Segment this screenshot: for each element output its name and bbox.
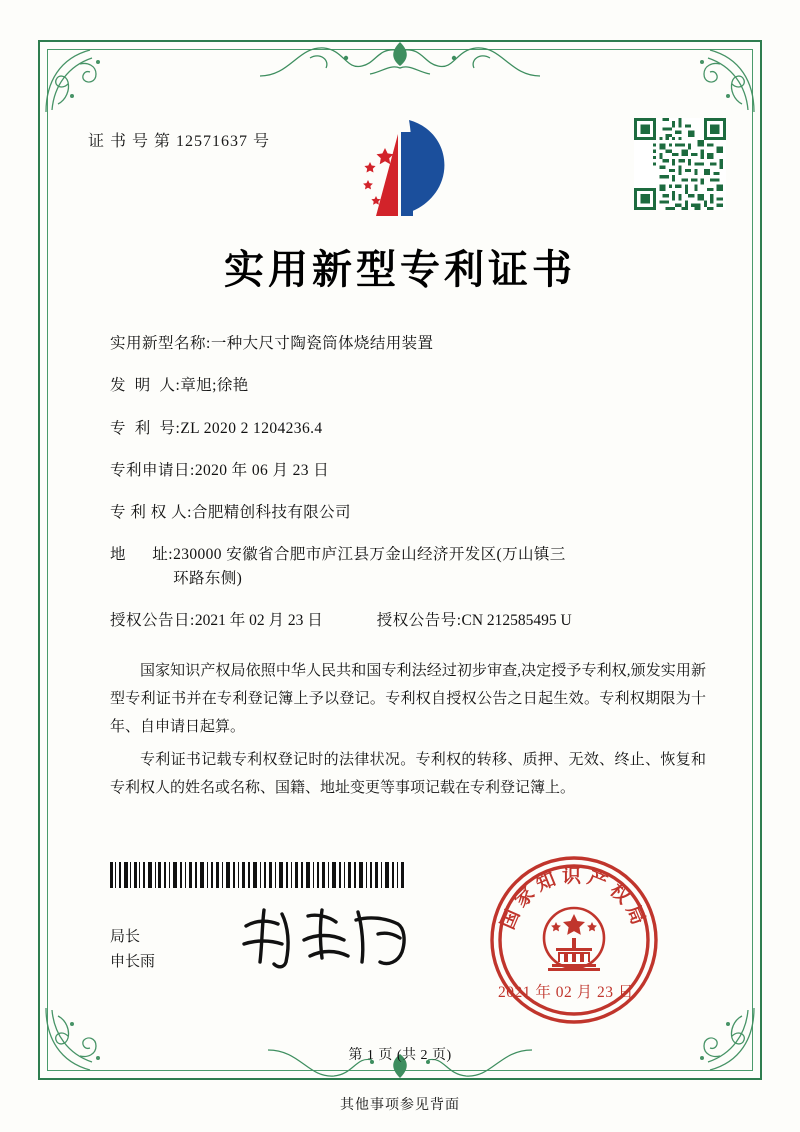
corner-ornament-bottom-right-icon (686, 1004, 760, 1078)
field-value: 2020 年 06 月 23 日 (194, 461, 330, 479)
field-label: 专 利 号: (110, 419, 181, 437)
footer-note: 其他事项参见背面 (340, 1098, 460, 1113)
field-inventor (110, 374, 710, 397)
signature-labels (110, 925, 155, 975)
corner-ornament-top-left-icon (40, 42, 114, 116)
grant-date-label: 授权公告日: (110, 611, 195, 629)
grant-publication-number-value: CN 212585495 U (461, 611, 572, 629)
svg-text:国家知识产权局: 国家知识产权局 (496, 865, 652, 933)
field-utility-model-name (110, 332, 710, 355)
field-value: ZL 2020 2 1204236.4 (180, 419, 323, 437)
corner-ornament-top-right-icon (686, 42, 760, 116)
field-list (110, 332, 710, 632)
qr-code-icon (634, 118, 726, 210)
page-indicator: 第 1 页 (共 2 页) (348, 1048, 452, 1063)
field-label: 专 利 权 人: (110, 504, 192, 521)
field-value: 一种大尺寸陶瓷筒体烧结用装置 (210, 335, 434, 352)
field-patentee (110, 501, 710, 524)
handwritten-signature-icon (238, 900, 418, 976)
paragraph-1: 国家知识产权局依照中华人民共和国专利法经过初步审查,决定授予专利权,颁发实用新型专利证书并在专利登记簿上予以登记。专利权自授权公告之日起生效。专利权期限为十年、自申请日起算。 (110, 663, 706, 735)
director-name-label: 申长雨 (110, 953, 156, 970)
certificate-number: 证 书 号 第 12571637 号 (88, 133, 271, 150)
field-label: 专利申请日: (110, 461, 195, 479)
field-value-line1: 230000 安徽省合肥市庐江县万金山经济开发区(万山镇三 (173, 546, 566, 564)
paragraph-2: 专利证书记载专利权登记时的法律状况。专利权的转移、质押、无效、终止、恢复和专利权人的姓名或名称、国籍、地址变更等事项记载在专利登记簿上。 (110, 752, 706, 796)
field-patent-number (110, 417, 710, 440)
field-address (110, 543, 710, 590)
corner-ornament-bottom-left-icon (40, 1004, 114, 1078)
field-label: 发 明 人: (110, 377, 181, 395)
field-grant-row (110, 609, 710, 632)
legal-text (110, 658, 706, 809)
director-role-label: 局长 (110, 929, 141, 945)
grant-publication-number-label: 授权公告号: (376, 611, 462, 629)
field-application-date (110, 459, 710, 482)
top-ornament-icon (250, 36, 550, 82)
field-label: 地 址: (110, 546, 174, 564)
seal-date: 2021 年 02 月 23 日 (498, 984, 634, 1001)
field-value: 章旭;徐艳 (180, 377, 249, 395)
barcode (110, 862, 406, 888)
field-label: 实用新型名称: (110, 335, 211, 352)
field-value-line2: 环路东侧) (173, 569, 243, 587)
document-title: 实用新型专利证书 (224, 246, 576, 293)
grant-date-value: 2021 年 02 月 23 日 (194, 611, 323, 629)
field-value: 合肥精创科技有限公司 (191, 504, 351, 521)
cnipa-logo-icon (346, 112, 458, 224)
field-value (173, 543, 710, 590)
